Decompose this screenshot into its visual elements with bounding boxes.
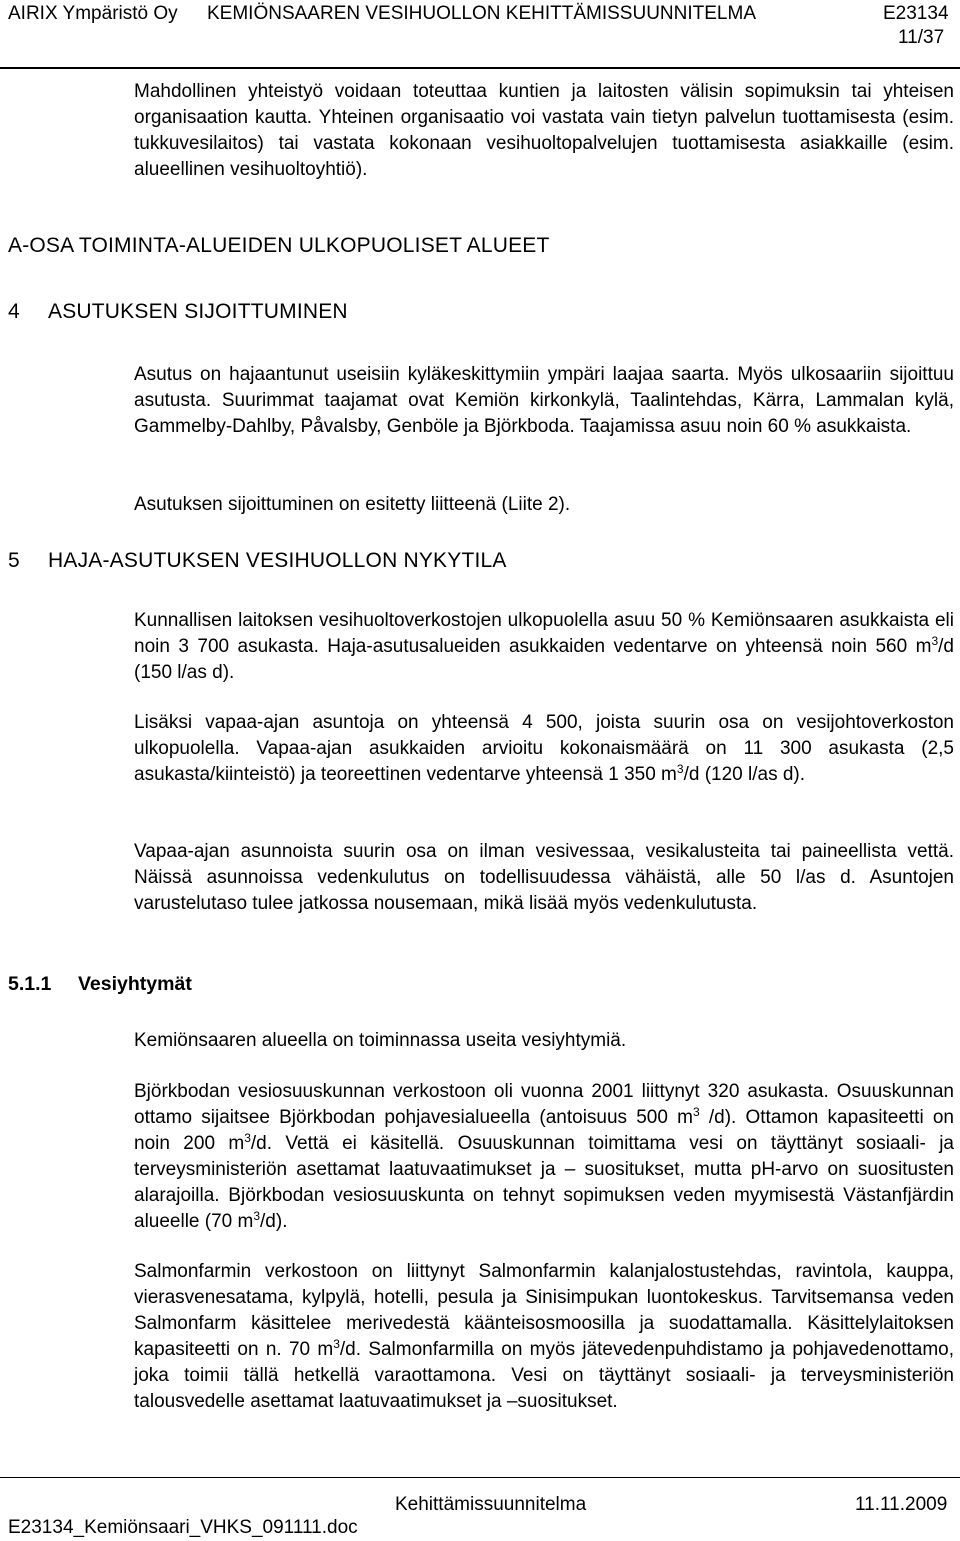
header-page-number: 11/37	[898, 27, 945, 48]
section-5-heading	[8, 549, 507, 573]
section-4-title: ASUTUKSEN SIJOITTUMINEN	[48, 300, 348, 323]
part-heading: A-OSA TOIMINTA-ALUEIDEN ULKOPUOLISET ALUEET	[8, 234, 550, 257]
section-5-p2-tail: /d (120 l/as d).	[683, 764, 806, 785]
footer-date: 11.11.2009	[855, 1494, 948, 1515]
header-company: AIRIX Ympäristö Oy	[8, 3, 178, 24]
superscript-3: 3	[253, 1209, 261, 1223]
superscript-3: 3	[692, 1105, 700, 1119]
section-5-title: HAJA-ASUTUKSEN VESIHUOLLON NYKYTILA	[48, 549, 507, 572]
section-5-paragraph-2	[134, 710, 954, 788]
superscript-3: 3	[676, 762, 684, 776]
section-5-paragraph-3: Vapaa-ajan asunnoista suurin osa on ilman vesivessaa, vesikalusteita tai paineellista vettä. Näissä asunnoissa vedenkulutus on todellisuudessa vähäistä, alle 50 l/as d. Asuntojen varustelutaso tulee jatkossa nousemaan, mikä lisää myös vedenkulutusta.	[134, 841, 954, 914]
footer-divider	[0, 1477, 960, 1478]
section-5-1-1-paragraph-3	[134, 1259, 954, 1415]
header-divider	[0, 67, 960, 69]
section-5-1-1-paragraph-1: Kemiönsaaren alueella on toiminnassa useita vesiyhtymiä.	[134, 1030, 627, 1051]
page-header	[0, 0, 960, 80]
intro-paragraph: Mahdollinen yhteistyö voidaan toteuttaa kuntien ja laitosten välisin sopimuksin tai yhteisen organisaation kautta. Yhteinen organisaatio voi vastata vain tietyn palvelun tuottamisesta (esim. tukkuvesilaitos) tai vastata kokonaan vesihuoltopalvelujen tuottamisesta asiakkaille (esim. alueellinen vesihuoltoyhtiö).	[134, 81, 954, 180]
footer-doc-type: Kehittämissuunnitelma	[395, 1494, 587, 1515]
salmonfarm-text-a: Salmonfarmin verkostoon on liittynyt Salmonfarmin kalanjalostustehdas, ravintola, kauppa, vierasvenesatama, kylpylä, hotelli, pesula ja Sinisimpukan luontokeskus. Tarvitsemansa veden Salmonfarm käsittelee merivedestä käänteisosmoosilla ja suodattamalla. Käsittelylaitoksen kapasiteetti on n. 70 m	[134, 1261, 954, 1360]
section-5-1-1-title: Vesiyhtymät	[78, 973, 192, 995]
section-4-paragraph-1: Asutus on hajaantunut useisiin kyläkeskittymiin ympäri laajaa saarta. Myös ulkosaariin sijoittuu asutusta. Suurimmat taajamat ovat Kemiön kirkonkylä, Taalintehdas, Kärra, Lammalan kylä, Gammelby-Dahlby, Påvalsby, Genböle ja Björkboda. Taajamissa asuu noin 60 % asukkaista.	[134, 364, 954, 437]
section-4-heading	[8, 300, 348, 324]
section-5-p1-tail: /d (150 l/as d).	[134, 636, 954, 683]
bjorkboda-text-c: /d. Vettä ei käsitellä. Osuuskunnan toimittama vesi on täyttänyt sosiaali- ja terveysministeriön asettamat laatuvaatimukset ja – suositukset, mutta pH-arvo on suositusten alarajoilla. Björkbodan vesiosuuskunta on tehnyt sopimuksen veden myymisestä Västanfjärdin alueelle (70 m	[134, 1133, 954, 1232]
header-code: E23134	[883, 3, 949, 24]
bjorkboda-text-a: Björkbodan vesiosuuskunnan verkostoon oli vuonna 2001 liittynyt 320 asukasta. Osuuskunnan ottamo sijaitsee Björkbodan pohjavesialueella (antoisuus 500 m	[134, 1081, 954, 1128]
section-5-1-1-number: 5.1.1	[8, 973, 52, 995]
section-5-1-1-heading	[8, 973, 192, 996]
bjorkboda-text-d: /d).	[260, 1211, 288, 1232]
superscript-3: 3	[244, 1131, 251, 1145]
salmonfarm-text-b: /d. Salmonfarmilla on myös jätevedenpuhdistamo ja pohjavedenottamo, joka toimii tällä hetkellä varaottamona. Vesi on täyttänyt sosiaali- ja terveysministeriön talousvedelle asettamat laatuvaatimukset ja –suositukset.	[134, 1339, 954, 1412]
section-5-paragraph-1	[134, 608, 954, 686]
header-title: KEMIÖNSAAREN VESIHUOLLON KEHITTÄMISSUUNNITELMA	[207, 3, 756, 24]
section-4-paragraph-2: Asutuksen sijoittuminen on esitetty liitteenä (Liite 2).	[134, 494, 571, 515]
superscript-3: 3	[333, 1337, 340, 1351]
superscript-3: 3	[931, 634, 939, 648]
section-4-number: 4	[8, 300, 20, 323]
section-5-p1-text: Kunnallisen laitoksen vesihuoltoverkostojen ulkopuolella asuu 50 % Kemiönsaaren asukkaista eli noin 3 700 asukasta. Haja-asutusalueiden asukkaiden vedentarve on yhteensä noin 560 m	[134, 610, 954, 657]
bjorkboda-text-b: /d). Ottamon kapasiteetti on noin 200 m	[134, 1107, 954, 1154]
section-5-1-1-paragraph-2	[134, 1079, 954, 1235]
footer-filename: E23134_Kemiönsaari_VHKS_091111.doc	[8, 1517, 358, 1538]
section-5-p2-text: Lisäksi vapaa-ajan asuntoja on yhteensä 4 500, joista suurin osa on vesijohtoverkoston ulkopuolella. Vapaa-ajan asukkaiden arvioitu kokonaismäärä on 11 300 asukasta (2,5 asukasta/kiinteistö) ja teoreettinen vedentarve yhteensä 1 350 m	[134, 712, 954, 785]
section-5-number: 5	[8, 549, 20, 572]
